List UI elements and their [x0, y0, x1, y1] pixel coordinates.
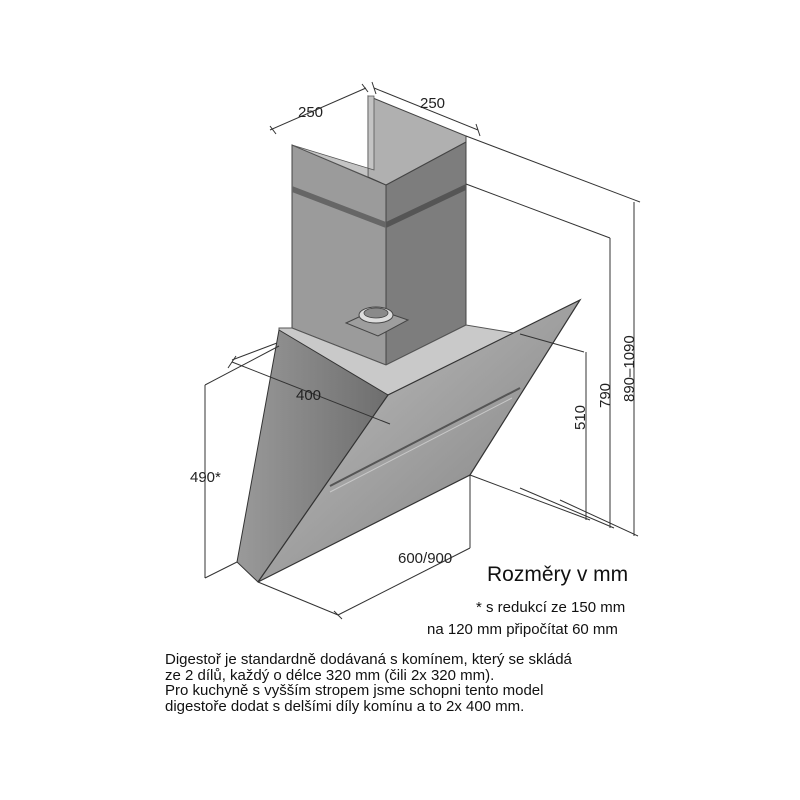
dim-height-890-1090: 890–1090 — [621, 335, 638, 402]
dim-body-depth: 400 — [296, 387, 322, 404]
description-line: Pro kuchyně s vyšším stropem jsme schopni tento model — [165, 682, 544, 699]
dim-height-510: 510 — [572, 404, 589, 430]
legend-note-line2: na 120 mm připočítat 60 mm — [427, 621, 618, 638]
outlet-hole — [364, 308, 388, 318]
legend-note-line1: * s redukcí ze 150 mm — [476, 599, 626, 616]
legend-title: Rozměry v mm — [487, 563, 629, 586]
description-line: ze 2 dílů, každý o délce 320 mm (čili 2x 320 mm). — [165, 666, 495, 684]
dim-front-height: 490* — [190, 469, 221, 486]
dim-hood-width: 600/900 — [398, 550, 453, 567]
description-text — [165, 652, 685, 714]
dim-height-790: 790 — [597, 382, 614, 408]
dim-chimney-width: 250 — [298, 104, 324, 121]
description-line: digestoře dodat s delšími díly komínu a to 2x 400 mm. — [165, 697, 525, 715]
dim-chimney-depth: 250 — [420, 95, 446, 112]
description-line: Digestoř je standardně dodávaná s komínem, který se skládá — [165, 651, 572, 668]
